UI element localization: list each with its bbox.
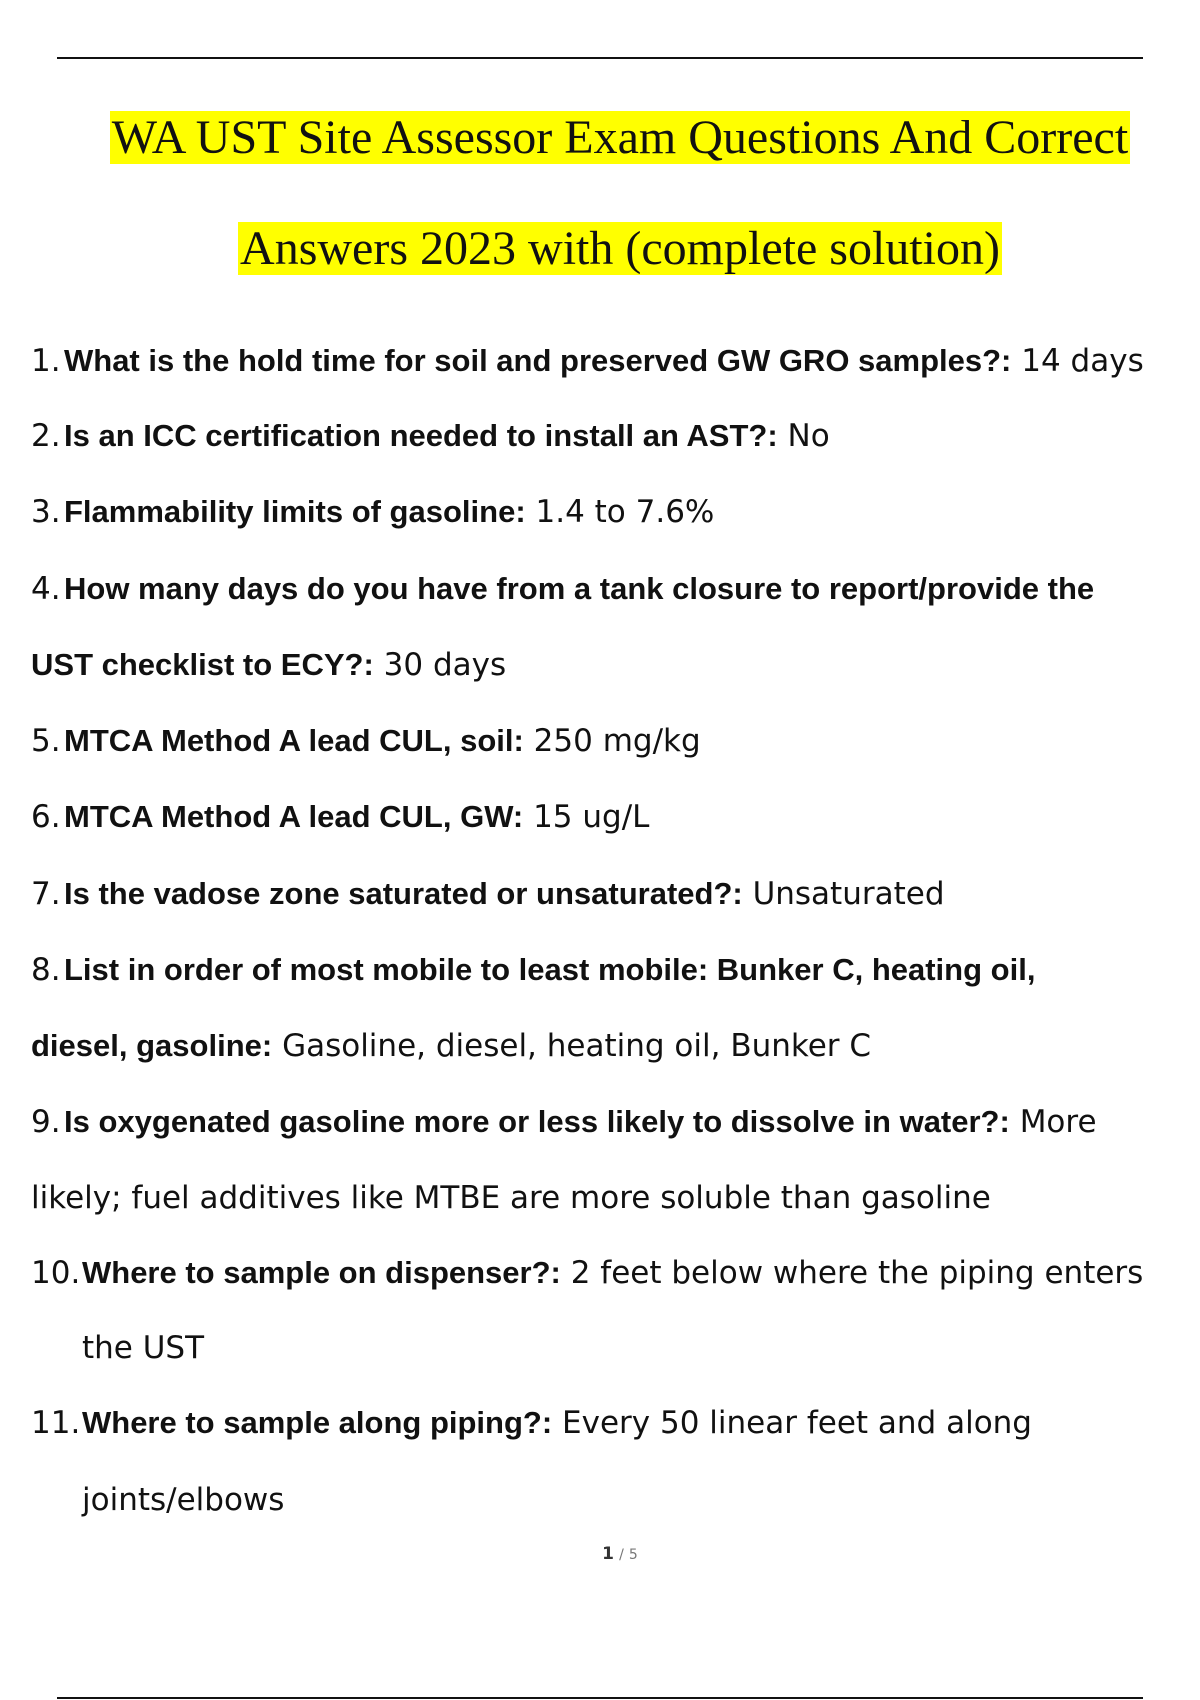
item-number: 8. xyxy=(31,952,61,988)
list-item-10 xyxy=(31,1253,1143,1293)
answer: More xyxy=(1019,1104,1097,1140)
list-item-5 xyxy=(31,721,701,761)
answer-continued: likely; fuel additives like MTBE are more soluble than gasoline xyxy=(31,1180,991,1216)
answer: Unsaturated xyxy=(752,876,945,912)
answer: 250 mg/kg xyxy=(533,723,701,759)
list-item-8 xyxy=(31,950,1035,990)
list-item-11 xyxy=(31,1403,1032,1443)
answer: 2 feet below where the piping enters xyxy=(570,1255,1144,1291)
item-number: 11. xyxy=(31,1405,81,1441)
item-number: 3. xyxy=(31,494,61,530)
answer-continued: joints/elbows xyxy=(82,1482,285,1518)
list-item-4-continued xyxy=(31,645,506,685)
item-number: 9. xyxy=(31,1104,61,1140)
answer: Gasoline, diesel, heating oil, Bunker C xyxy=(282,1028,872,1064)
current-page: 1 xyxy=(602,1544,614,1564)
list-item-9 xyxy=(31,1102,1097,1142)
question: How many days do you have from a tank closure to report/provide the xyxy=(64,571,1095,606)
answer: Every 50 linear feet and along xyxy=(562,1405,1032,1441)
question: Where to sample on dispenser?: xyxy=(82,1255,561,1290)
question: Flammability limits of gasoline: xyxy=(64,494,526,529)
top-rule xyxy=(57,57,1143,59)
total-pages: 5 xyxy=(628,1547,638,1563)
item-number: 7. xyxy=(31,876,61,912)
list-item-11-continued xyxy=(82,1480,284,1520)
item-number: 1. xyxy=(31,343,61,379)
list-item-10-continued xyxy=(82,1328,204,1368)
question: Is an ICC certification needed to install an AST?: xyxy=(64,418,778,453)
list-item-8-continued xyxy=(31,1026,871,1066)
list-item-1 xyxy=(31,341,1144,381)
answer: 14 days xyxy=(1021,343,1144,379)
answer-continued: the UST xyxy=(82,1330,205,1366)
item-number: 6. xyxy=(31,799,61,835)
question: What is the hold time for soil and preserved GW GRO samples?: xyxy=(64,343,1012,378)
question: MTCA Method A lead CUL, GW: xyxy=(64,799,524,834)
question-continued: UST checklist to ECY?: xyxy=(31,647,374,682)
document-title-line-2: Answers 2023 with (complete solution) xyxy=(240,222,1000,275)
item-number: 10. xyxy=(31,1255,81,1291)
page-separator: / xyxy=(619,1547,624,1563)
question: Is the vadose zone saturated or unsaturated?: xyxy=(64,876,743,911)
list-item-4 xyxy=(31,569,1094,609)
list-item-9-continued xyxy=(31,1178,991,1218)
question: Where to sample along piping?: xyxy=(82,1405,553,1440)
list-item-7 xyxy=(31,874,945,914)
list-item-3 xyxy=(31,492,714,532)
question: MTCA Method A lead CUL, soil: xyxy=(64,723,524,758)
bottom-rule xyxy=(57,1697,1143,1699)
page-indicator xyxy=(0,1544,1200,1564)
answer: 30 days xyxy=(383,647,507,683)
question: Is oxygenated gasoline more or less likely to dissolve in water?: xyxy=(64,1104,1010,1139)
question-continued: diesel, gasoline: xyxy=(31,1028,273,1063)
list-item-6 xyxy=(31,797,649,837)
answer: 1.4 to 7.6% xyxy=(535,494,715,530)
item-number: 5. xyxy=(31,723,61,759)
item-number: 2. xyxy=(31,418,61,454)
question: List in order of most mobile to least mobile: Bunker C, heating oil, xyxy=(64,952,1036,987)
answer: No xyxy=(787,418,830,454)
item-number: 4. xyxy=(31,571,61,607)
list-item-2 xyxy=(31,416,830,456)
document-title-line-1: WA UST Site Assessor Exam Questions And Correct xyxy=(111,111,1129,164)
answer: 15 ug/L xyxy=(533,799,650,835)
